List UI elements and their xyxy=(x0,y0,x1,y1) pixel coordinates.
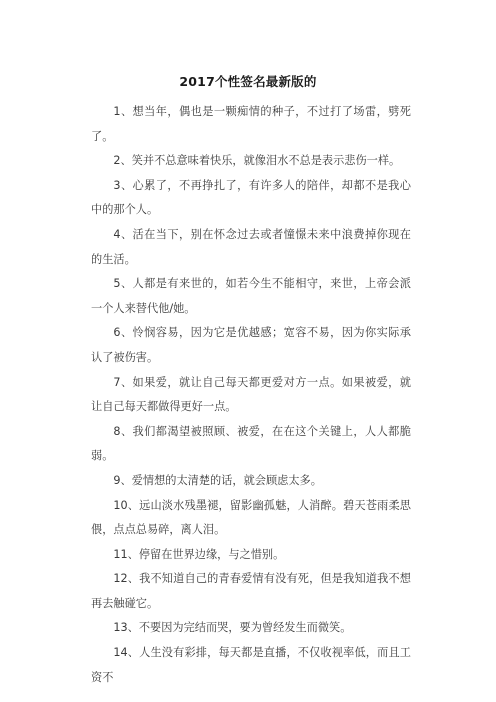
paragraph-11: 11、停留在世界边缘，与之惜别。 xyxy=(113,547,285,561)
paragraph-14: 14、人生没有彩排，每天都是直播，不仅收视率低，而且工资不 xyxy=(91,646,411,684)
paragraph-3: 3、心累了，不再挣扎了，有许多人的陪伴，却都不是我心中的那个人。 xyxy=(91,178,411,217)
paragraph-7: 7、如果爱，就让自己每天都更爱对方一点。如果被爱，就让自己每天都做得更好一点。 xyxy=(91,375,411,414)
paragraph-8: 8、我们都渴望被照顾、被爱，在在这个关键上，人人都脆弱。 xyxy=(91,424,411,463)
paragraph-2: 2、笑并不总意味着快乐，就像泪水不总是表示悲伤一样。 xyxy=(113,154,401,168)
paragraph-5: 5、人都是有来世的，如若今生不能相守，来世，上帝会派一个人来替代他/她。 xyxy=(91,277,411,315)
paragraph-10: 10、远山淡水残墨褪，留影幽孤魅，人消醉。碧天苍雨柔思偎，点点总易碎，离人泪。 xyxy=(91,498,411,537)
paragraph-13: 13、不要因为完结而哭，要为曾经发生而微笑。 xyxy=(113,621,352,635)
paragraph-1: 1、想当年，偶也是一颗痴情的种子，不过打了场雷，劈死了。 xyxy=(91,105,411,143)
paragraph-6: 6、怜悯容易，因为它是优越感；宽容不易，因为你实际承认了被伤害。 xyxy=(91,326,411,364)
paragraph-4: 4、活在当下，别在怀念过去或者憧憬未来中浪费掉你现在的生活。 xyxy=(91,227,411,266)
document-title: 2017个性签名最新版的 xyxy=(179,74,317,89)
paragraph-9: 9、爱情想的太清楚的话，就会顾虑太多。 xyxy=(113,473,322,487)
document-body xyxy=(91,100,411,690)
paragraph-12: 12、我不知道自己的青春爱情有没有死，但是我知道我不想再去触碰它。 xyxy=(91,572,411,610)
